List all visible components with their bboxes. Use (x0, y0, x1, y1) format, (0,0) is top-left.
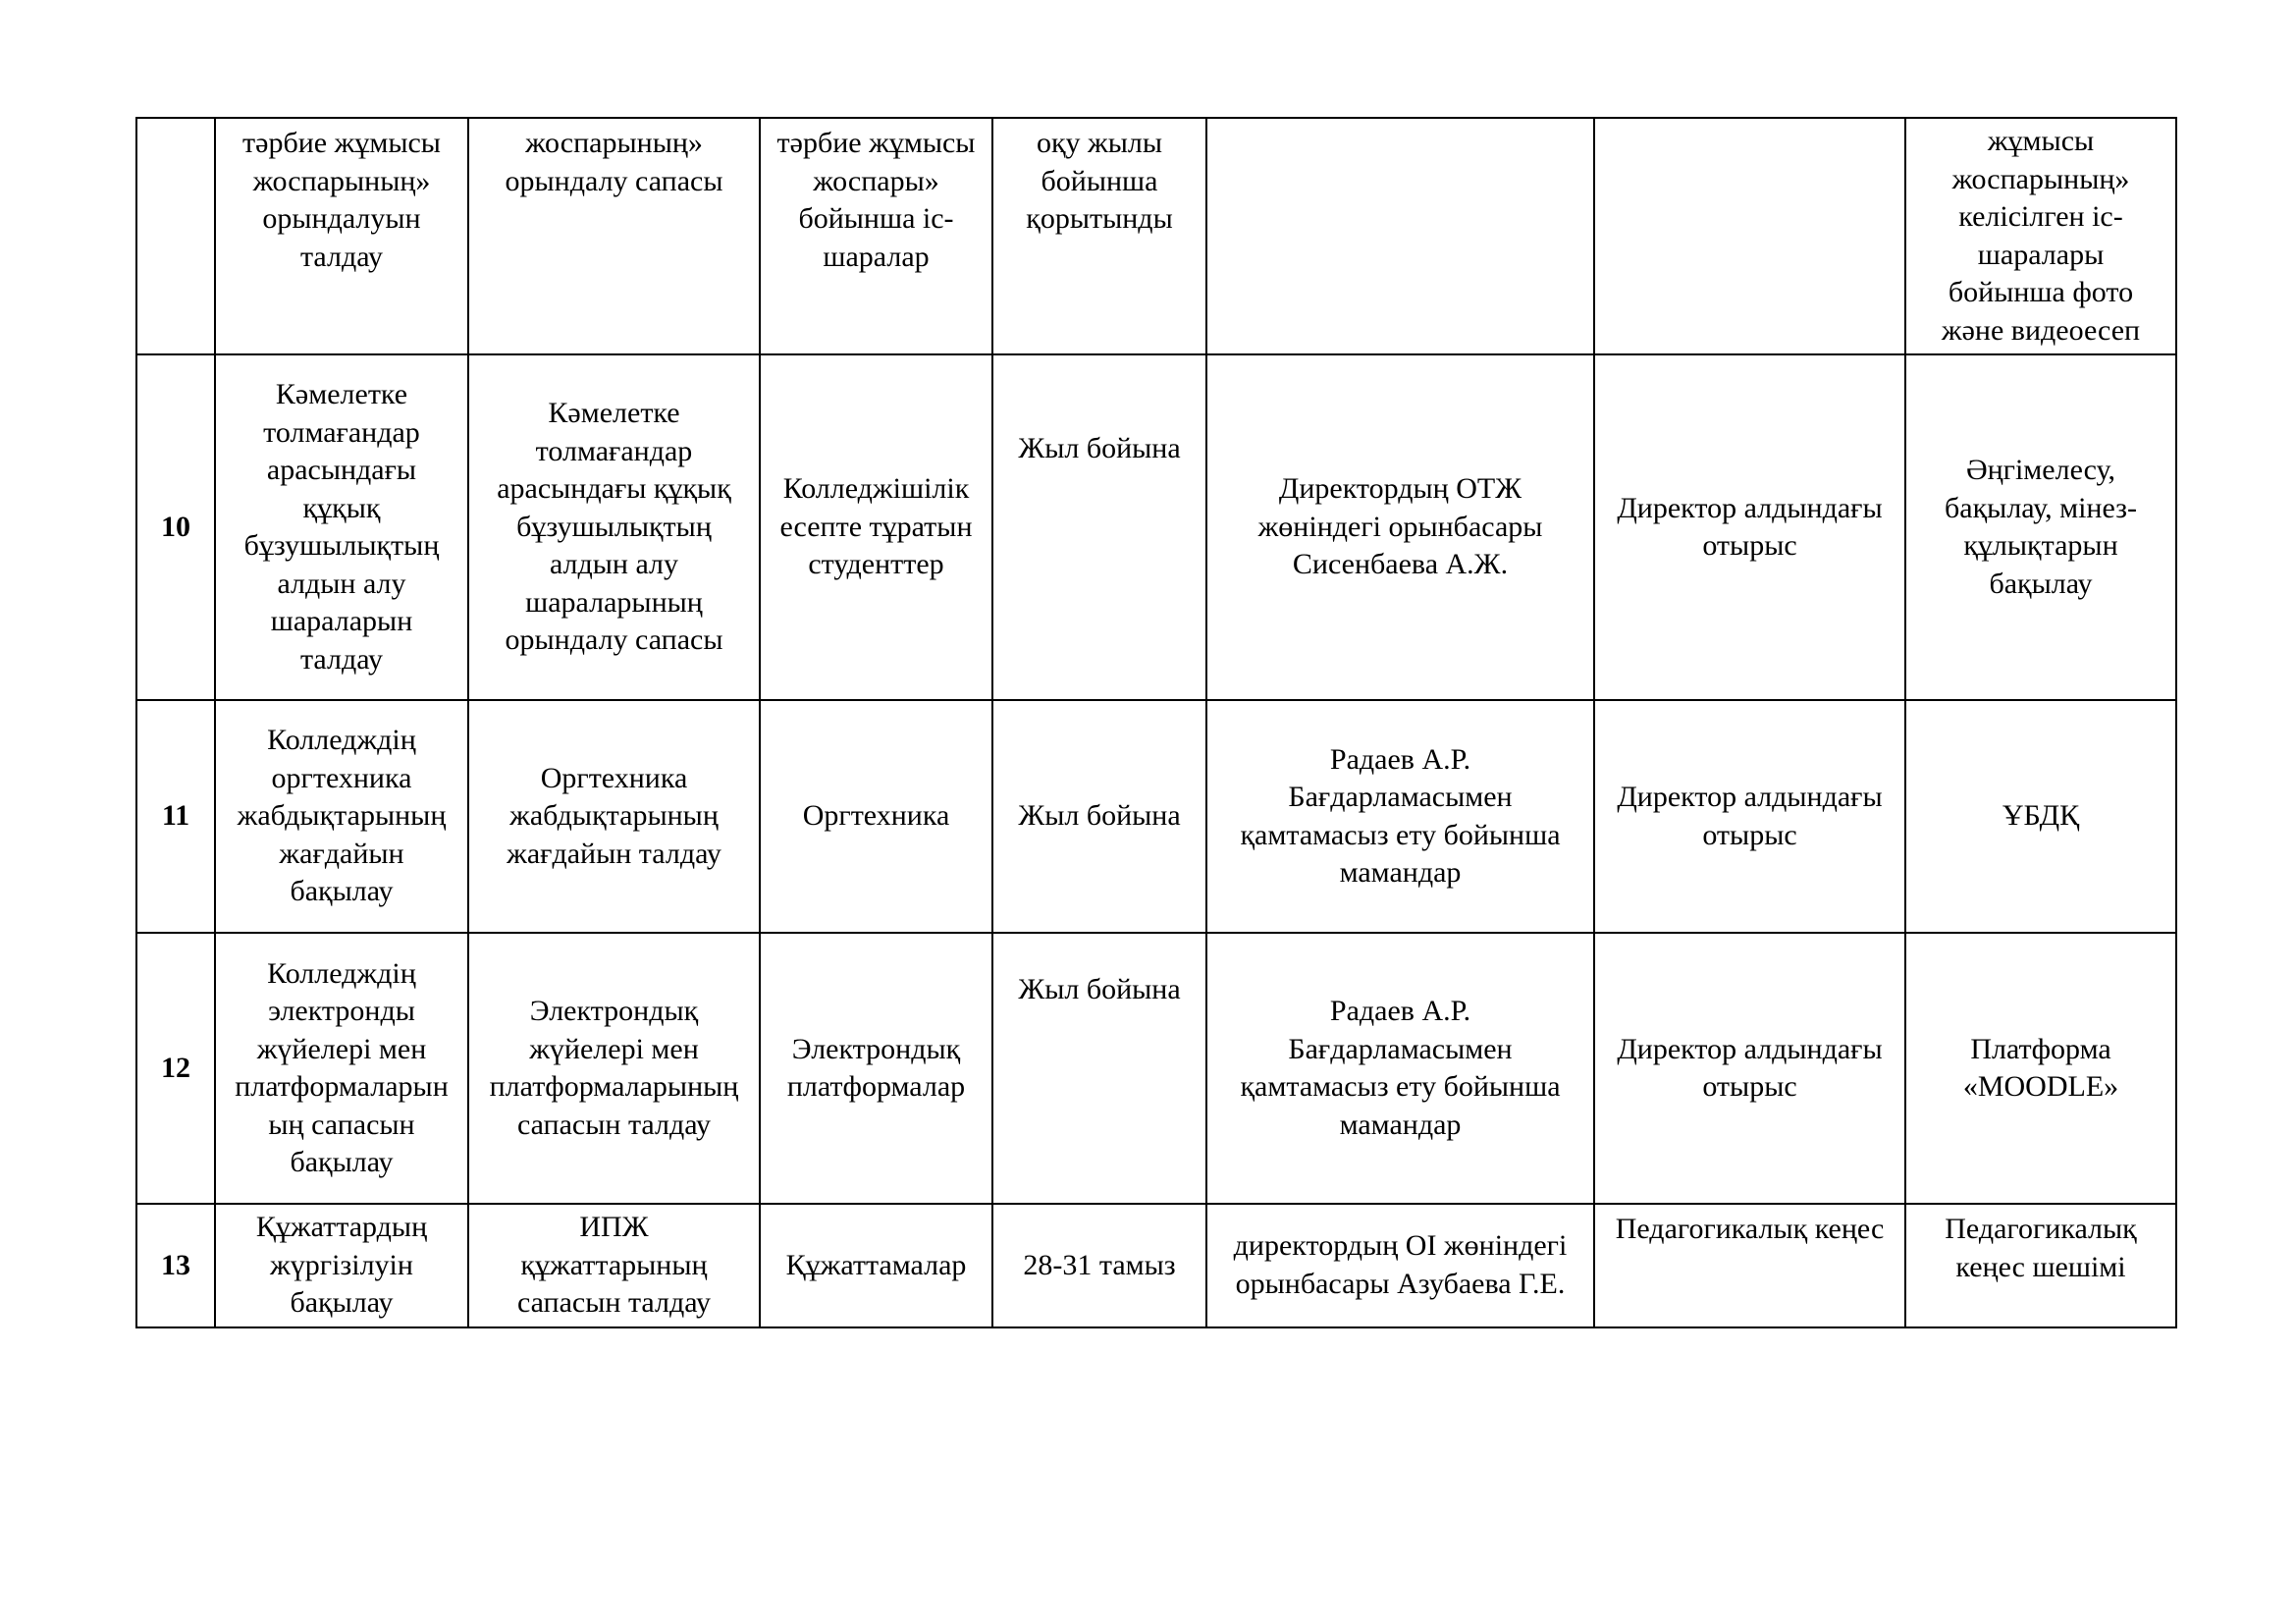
control-purpose-cell: Оргтехника жабдықтарының жағдайын талдау (468, 700, 760, 933)
result-form-cell: ҰБДҚ (1905, 700, 2176, 933)
row-number-cell (136, 118, 215, 354)
responsible-cell: директордың ОІ жөніндегі орынбасары Азубаева Г.Е. (1206, 1204, 1594, 1327)
table-row (136, 700, 2176, 933)
table-row (136, 1204, 2176, 1327)
responsible-cell (1206, 118, 1594, 354)
control-subject-cell: Құжаттамалар (760, 1204, 992, 1327)
deadline-cell: 28-31 тамыз (992, 1204, 1206, 1327)
control-object-cell: Колледждің электронды жүйелері мен платформаларын ың сапасын бақылау (215, 933, 468, 1204)
row-number-cell: 10 (136, 354, 215, 700)
control-object-cell: Колледждің оргтехника жабдықтарының жағдайын бақылау (215, 700, 468, 933)
responsible-cell: Директордың ОТЖ жөніндегі орынбасары Сисенбаева А.Ж. (1206, 354, 1594, 700)
result-form-cell: Платформа «MOODLE» (1905, 933, 2176, 1204)
control-purpose-cell: жоспарының» орындалу сапасы (468, 118, 760, 354)
table-row (136, 118, 2176, 354)
responsible-cell: Радаев А.Р. Бағдарламасымен қамтамасыз ету бойынша мамандар (1206, 933, 1594, 1204)
review-place-cell (1594, 118, 1905, 354)
control-subject-cell: Электрондық платформалар (760, 933, 992, 1204)
control-purpose-cell: ИПЖ құжаттарының сапасын талдау (468, 1204, 760, 1327)
table-row (136, 933, 2176, 1204)
deadline-cell: оқу жылы бойынша қорытынды (992, 118, 1206, 354)
control-object-cell: Құжаттардың жүргізілуін бақылау (215, 1204, 468, 1327)
control-purpose-cell: Электрондық жүйелері мен платформаларының сапасын талдау (468, 933, 760, 1204)
result-form-cell: Әңгімелесу, бақылау, мінез- құлықтарын бақылау (1905, 354, 2176, 700)
plan-table (135, 117, 2177, 1328)
control-subject-cell: Колледжішілік есепте тұратын студенттер (760, 354, 992, 700)
deadline-cell: Жыл бойына (992, 354, 1206, 700)
result-form-cell: Педагогикалық кеңес шешімі (1905, 1204, 2176, 1327)
review-place-cell: Директор алдындағы отырыс (1594, 933, 1905, 1204)
row-number-cell: 12 (136, 933, 215, 1204)
control-subject-cell: Оргтехника (760, 700, 992, 933)
review-place-cell: Директор алдындағы отырыс (1594, 700, 1905, 933)
table-row (136, 354, 2176, 700)
review-place-cell: Педагогикалық кеңес (1594, 1204, 1905, 1327)
deadline-cell: Жыл бойына (992, 700, 1206, 933)
responsible-cell: Радаев А.Р. Бағдарламасымен қамтамасыз ету бойынша мамандар (1206, 700, 1594, 933)
row-number-cell: 13 (136, 1204, 215, 1327)
control-purpose-cell: Кәмелетке толмағандар арасындағы құқық бұзушылықтың алдын алу шараларының орындалу сапасы (468, 354, 760, 700)
row-number-cell: 11 (136, 700, 215, 933)
control-subject-cell: тәрбие жұмысы жоспары» бойынша іс- шаралар (760, 118, 992, 354)
deadline-cell: Жыл бойына (992, 933, 1206, 1204)
control-object-cell: тәрбие жұмысы жоспарының» орындалуын талдау (215, 118, 468, 354)
review-place-cell: Директор алдындағы отырыс (1594, 354, 1905, 700)
result-form-cell: жұмысы жоспарының» келісілген іс- шаралары бойынша фото және видеоесеп (1905, 118, 2176, 354)
control-object-cell: Кәмелетке толмағандар арасындағы құқық бұзушылықтың алдын алу шараларын талдау (215, 354, 468, 700)
